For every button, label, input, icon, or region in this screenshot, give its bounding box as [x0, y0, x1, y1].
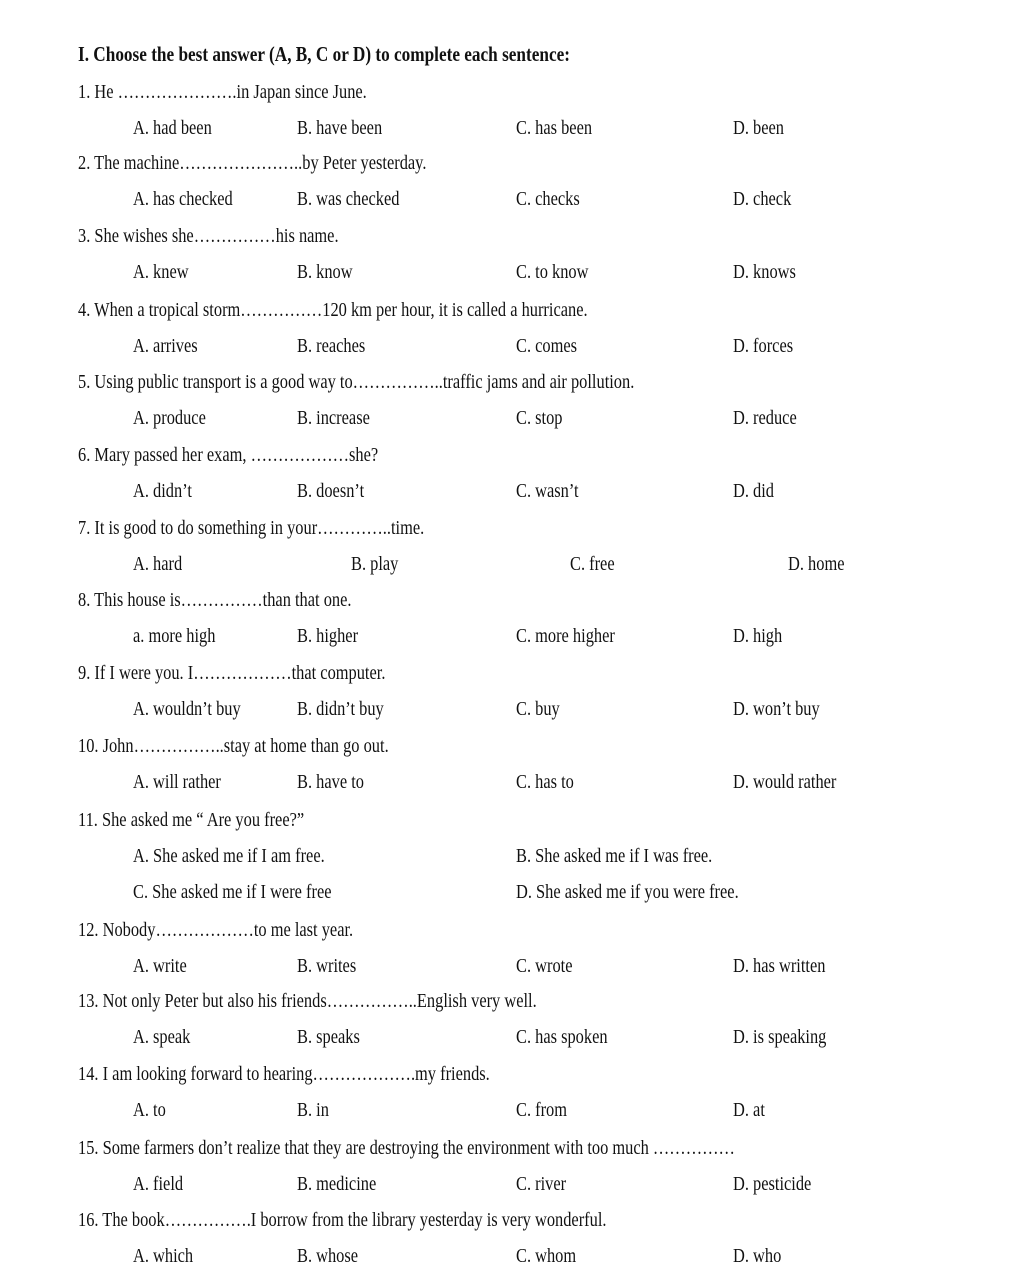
question-stem: 11. She asked me “ Are you free?” — [78, 809, 305, 831]
question-stem: 9. If I were you. I………………that computer. — [78, 662, 386, 684]
answer-option-c: C. river — [516, 1173, 567, 1195]
answer-option-a: A. to — [133, 1099, 166, 1121]
answer-option-d: D. at — [733, 1099, 765, 1121]
answer-option-a: A. wouldn’t buy — [133, 698, 241, 720]
answer-option-d: D. high — [733, 625, 783, 647]
answer-option-c: C. checks — [516, 188, 580, 210]
question-stem: 6. Mary passed her exam, ………………she? — [78, 444, 379, 466]
answer-option-a: A. has checked — [133, 188, 233, 210]
answer-option-b: B. in — [297, 1099, 329, 1121]
answer-option-d: D. knows — [733, 261, 796, 283]
answer-option-c: C. to know — [516, 261, 589, 283]
question-stem: 8. This house is……………than that one. — [78, 589, 352, 611]
answer-option-a: A. produce — [133, 407, 206, 429]
answer-option-d: D. did — [733, 480, 774, 502]
answer-option-c: C. whom — [516, 1245, 577, 1267]
answer-option-d: D. won’t buy — [733, 698, 820, 720]
answer-option-c: C. stop — [516, 407, 563, 429]
answer-option-d: D. would rather — [733, 771, 837, 793]
answer-option-d: D. has written — [733, 955, 826, 977]
answer-option-a: A. She asked me if I am free. — [133, 845, 325, 867]
answer-option-b: B. speaks — [297, 1026, 360, 1048]
answer-option-b: B. reaches — [297, 335, 366, 357]
question-stem: 12. Nobody………………to me last year. — [78, 919, 354, 941]
section-heading: I. Choose the best answer (A, B, C or D) to complete each sentence: — [78, 42, 570, 66]
answer-option-b: B. whose — [297, 1245, 359, 1267]
answer-option-c: C. wasn’t — [516, 480, 579, 502]
answer-option-a: a. more high — [133, 625, 216, 647]
answer-option-a: A. which — [133, 1245, 194, 1267]
answer-option-c: C. has to — [516, 771, 574, 793]
question-stem: 14. I am looking forward to hearing……………….my friends. — [78, 1063, 490, 1085]
answer-option-a: A. will rather — [133, 771, 221, 793]
answer-option-b: B. medicine — [297, 1173, 377, 1195]
question-stem: 1. He ………………….in Japan since June. — [78, 81, 367, 103]
answer-option-b: B. doesn’t — [297, 480, 365, 502]
answer-option-a: A. knew — [133, 261, 189, 283]
question-stem: 10. John……………..stay at home than go out. — [78, 735, 389, 757]
question-stem: 7. It is good to do something in your…………..time. — [78, 517, 425, 539]
question-stem: 16. The book…………….I borrow from the library yesterday is very wonderful. — [78, 1209, 607, 1231]
answer-option-a: A. write — [133, 955, 187, 977]
question-stem: 15. Some farmers don’t realize that they are destroying the environment with too much …………… — [78, 1137, 735, 1159]
answer-option-a: A. field — [133, 1173, 184, 1195]
answer-option-c: C. wrote — [516, 955, 573, 977]
answer-option-d: D. is speaking — [733, 1026, 827, 1048]
answer-option-a: A. had been — [133, 117, 212, 139]
answer-option-d: D. pesticide — [733, 1173, 812, 1195]
answer-option-b: B. didn’t buy — [297, 698, 384, 720]
answer-option-c: C. comes — [516, 335, 578, 357]
answer-option-d: D. been — [733, 117, 785, 139]
answer-option-c: C. from — [516, 1099, 568, 1121]
answer-option-d: D. who — [733, 1245, 782, 1267]
answer-option-d: D. forces — [733, 335, 794, 357]
answer-option-c: C. has been — [516, 117, 593, 139]
question-stem: 13. Not only Peter but also his friends……………..English very well. — [78, 990, 537, 1012]
answer-option-b: B. She asked me if I was free. — [516, 845, 713, 867]
answer-option-b: B. was checked — [297, 188, 400, 210]
answer-option-b: B. writes — [297, 955, 357, 977]
answer-option-b: B. higher — [297, 625, 359, 647]
question-stem: 2. The machine…………………..by Peter yesterday. — [78, 152, 427, 174]
question-stem: 3. She wishes she……………his name. — [78, 225, 339, 247]
answer-option-b: B. know — [297, 261, 353, 283]
answer-option-d: D. home — [788, 553, 845, 575]
answer-option-c: C. buy — [516, 698, 560, 720]
answer-option-a: A. hard — [133, 553, 183, 575]
question-stem: 4. When a tropical storm……………120 km per hour, it is called a hurricane. — [78, 299, 588, 321]
answer-option-a: A. arrives — [133, 335, 198, 357]
answer-option-d: D. She asked me if you were free. — [516, 881, 739, 903]
answer-option-b: B. have to — [297, 771, 364, 793]
answer-option-a: A. didn’t — [133, 480, 192, 502]
answer-option-a: A. speak — [133, 1026, 191, 1048]
answer-option-c: C. free — [570, 553, 615, 575]
question-stem: 5. Using public transport is a good way to……………..traffic jams and air pollution. — [78, 371, 635, 393]
answer-option-b: B. have been — [297, 117, 383, 139]
answer-option-b: B. play — [351, 553, 399, 575]
answer-option-b: B. increase — [297, 407, 370, 429]
answer-option-c: C. has spoken — [516, 1026, 608, 1048]
answer-option-d: D. reduce — [733, 407, 797, 429]
answer-option-c: C. She asked me if I were free — [133, 881, 332, 903]
answer-option-d: D. check — [733, 188, 792, 210]
answer-option-c: C. more higher — [516, 625, 615, 647]
